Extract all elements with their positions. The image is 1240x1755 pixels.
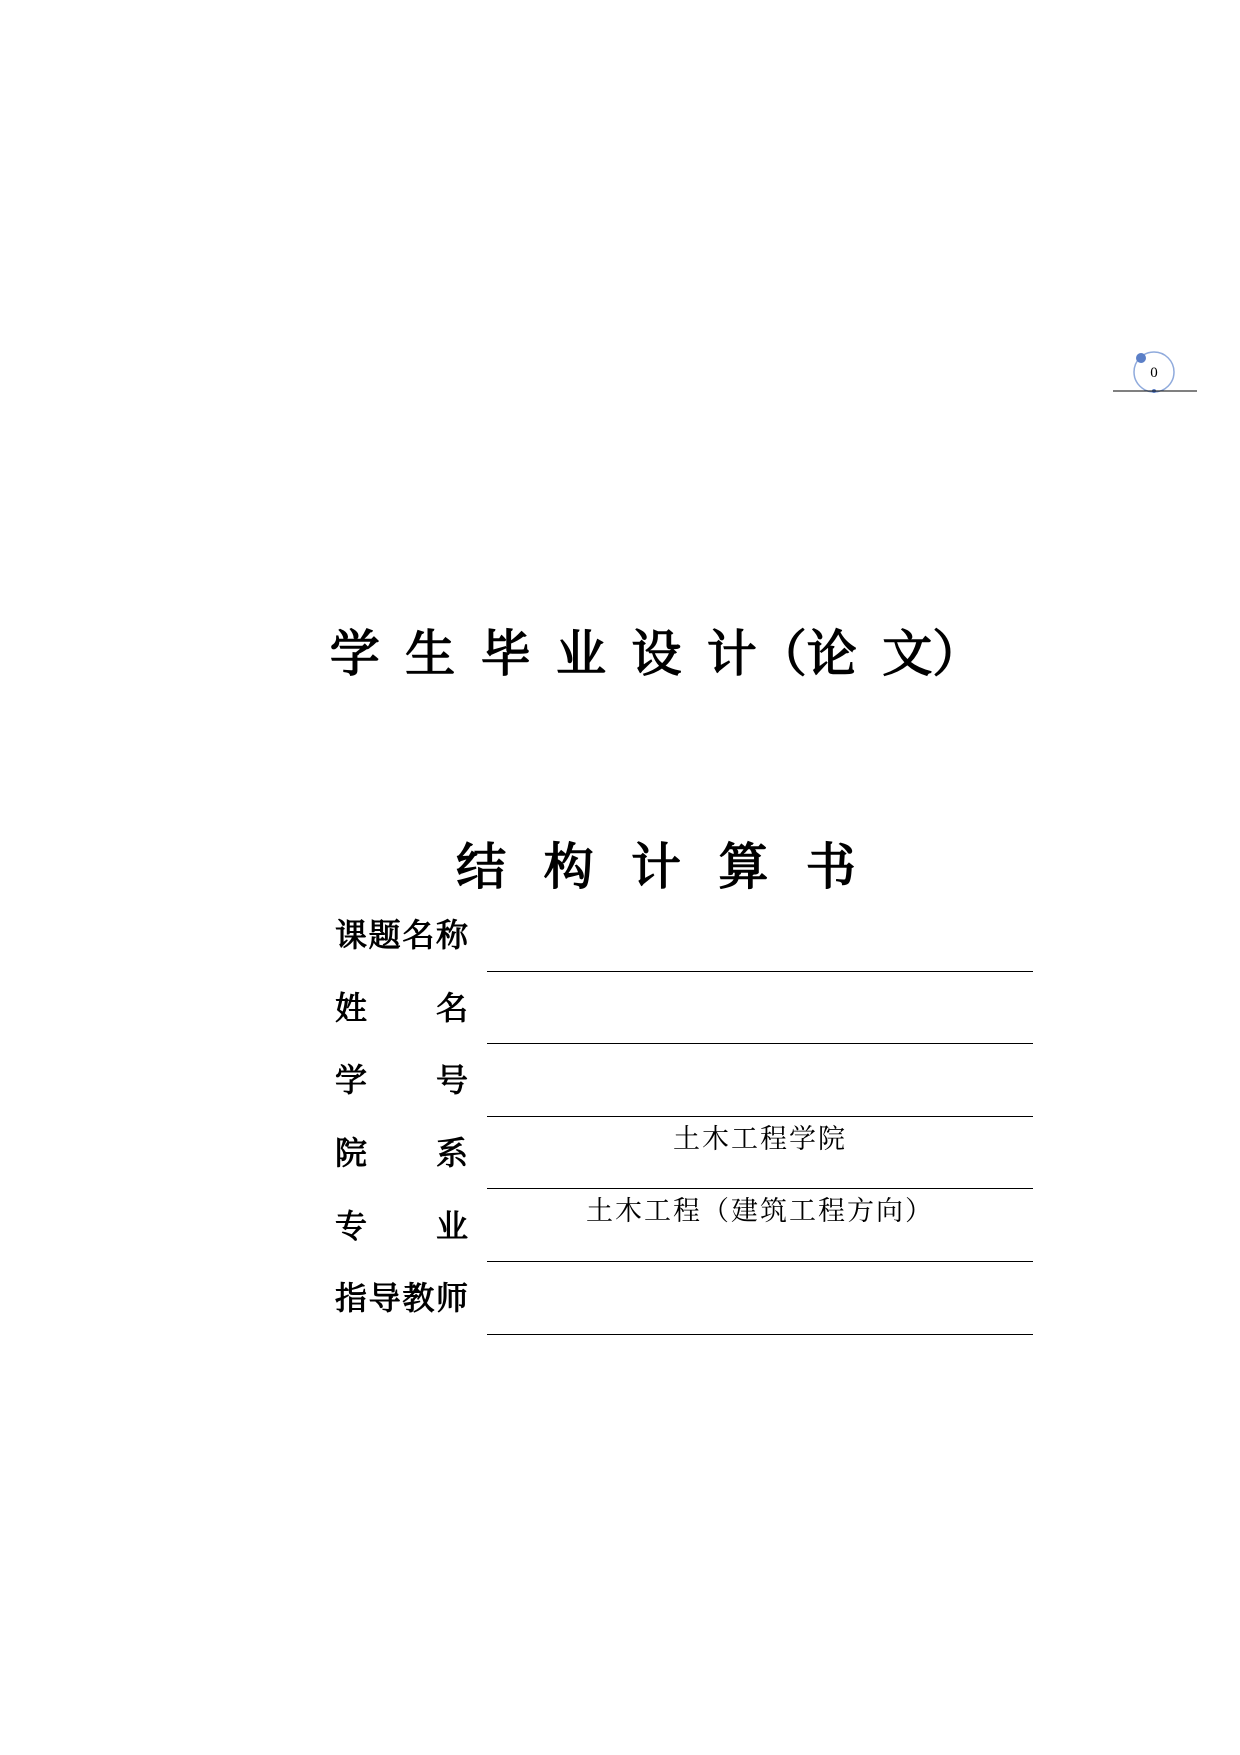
label-major: 专 业 — [335, 1206, 468, 1245]
field-school — [487, 1117, 1033, 1190]
label-student-id: 学 号 — [335, 1061, 468, 1100]
form-row-name — [335, 972, 1033, 1045]
field-advisor — [487, 1262, 1033, 1335]
page-number: 0 — [1150, 365, 1158, 381]
title-line-2: 结 构 计 算 书 — [456, 838, 856, 896]
form-row-student-id — [335, 1044, 1033, 1117]
value-major: 土木工程（建筑工程方向） — [586, 1196, 934, 1228]
form-row-topic — [335, 899, 1033, 972]
label-advisor: 指导教师 — [335, 1279, 468, 1318]
field-major — [487, 1189, 1033, 1262]
value-school: 土木工程学院 — [673, 1123, 847, 1155]
field-name — [487, 972, 1033, 1045]
marker-dot-icon — [1136, 353, 1146, 363]
form-row-school — [335, 1117, 1033, 1190]
field-student-id — [487, 1044, 1033, 1117]
label-name: 姓 名 — [335, 988, 468, 1027]
form-row-major — [335, 1189, 1033, 1262]
field-topic — [487, 899, 1033, 972]
label-topic: 课题名称 — [335, 916, 468, 955]
page-number-marker — [1105, 340, 1205, 400]
title-line-1: 学 生 毕 业 设 计（论 文） — [329, 625, 983, 683]
form-row-advisor — [335, 1262, 1033, 1335]
label-school: 院 系 — [335, 1134, 468, 1173]
cover-info-form — [335, 899, 1033, 1335]
